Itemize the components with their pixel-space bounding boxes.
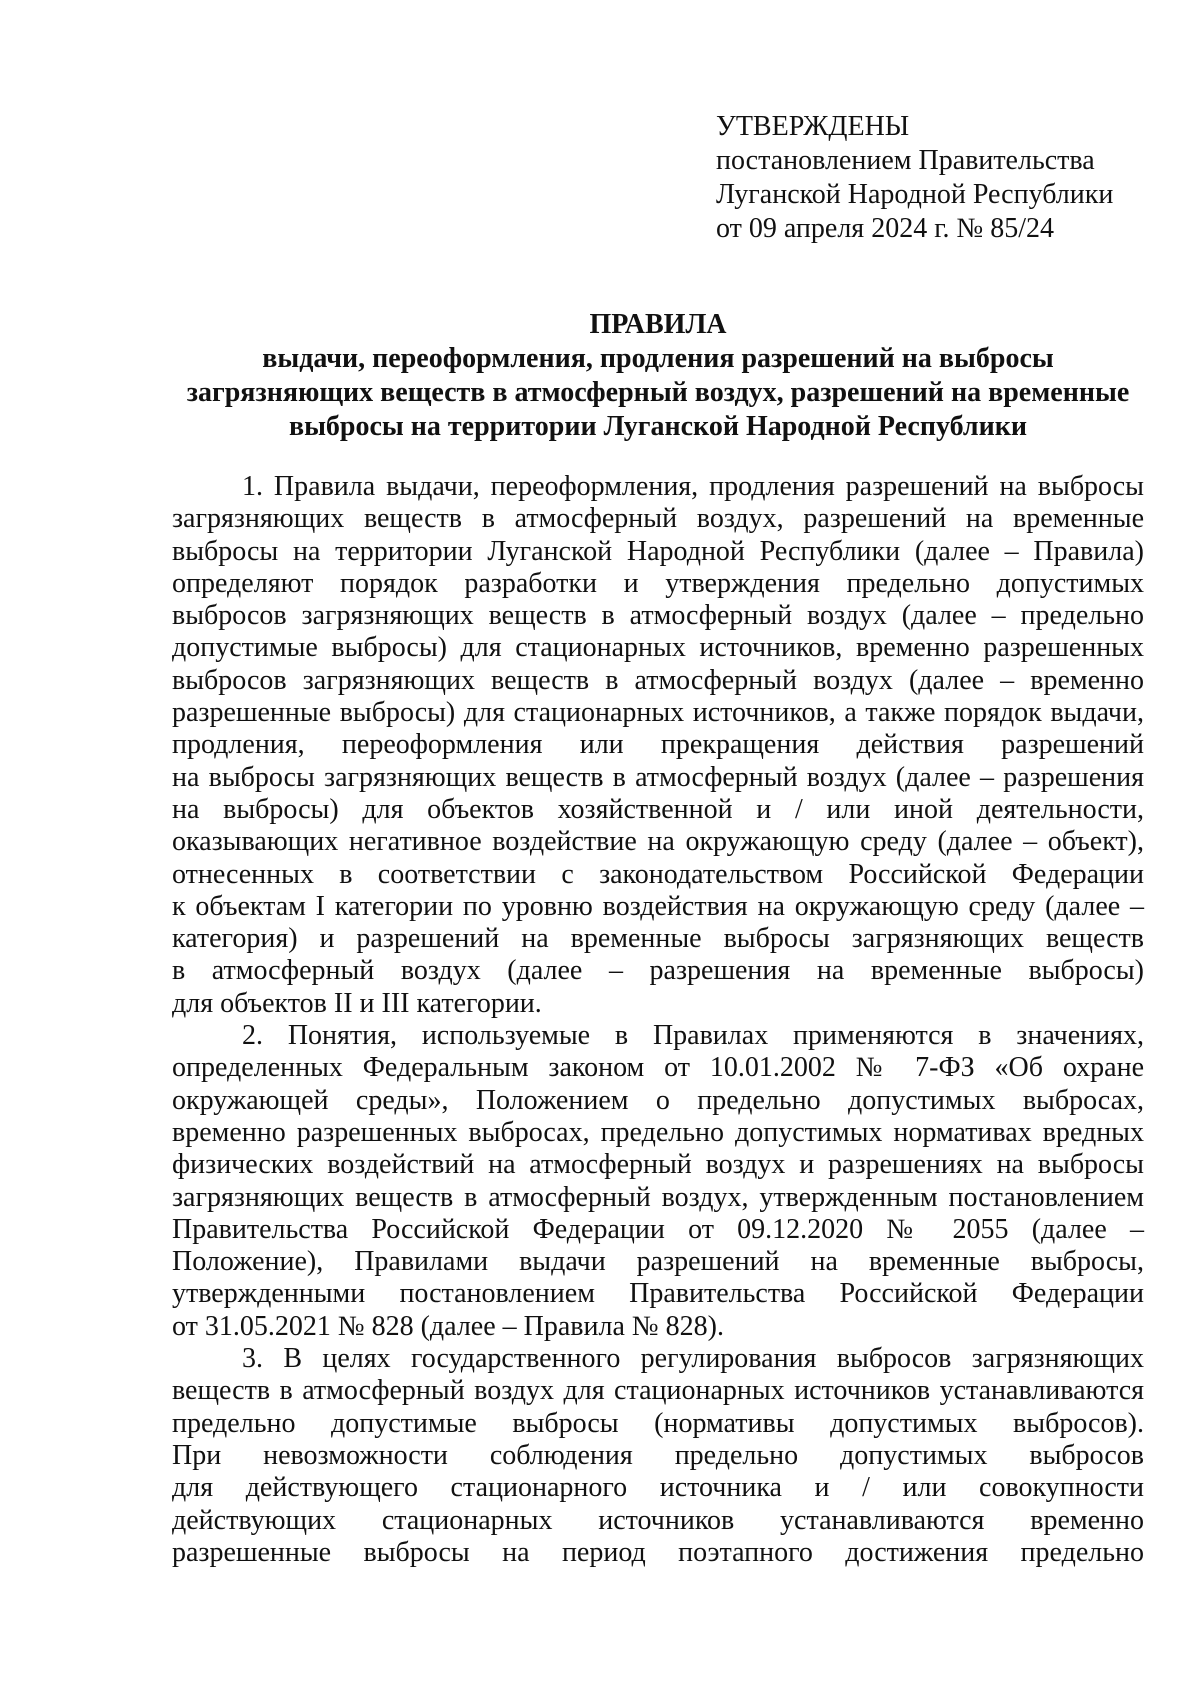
document-title — [172, 308, 1144, 444]
text-line: выбросов загрязняющих веществ в атмосферный воздух (далее – временно — [172, 664, 1144, 696]
text-line: физических воздействий на атмосферный воздух и разрешениях на выбросы — [172, 1149, 1144, 1181]
text-line: загрязняющих веществ в атмосферный воздух, разрешений на временные — [172, 503, 1144, 535]
approval-line: постановлением Правительства — [716, 145, 1095, 176]
text-line: для действующего стационарного источника и / или совокупности — [172, 1472, 1144, 1504]
text-line: определенных Федеральным законом от 10.01.2002 № 7-ФЗ «Об охране — [172, 1052, 1144, 1084]
text-line: разрешенные выбросы) для стационарных источников, а также порядок выдачи, — [172, 697, 1144, 729]
text-line: разрешенные выбросы на период поэтапного достижения предельно — [172, 1536, 1144, 1568]
text-line: категория) и разрешений на временные выбросы загрязняющих веществ — [172, 923, 1144, 955]
approval-line: Луганской Народной Республики — [716, 179, 1114, 210]
title-main: ПРАВИЛА — [589, 309, 727, 340]
text-line: Правительства Российской Федерации от 09.12.2020 № 2055 (далее – — [172, 1213, 1144, 1245]
text-line: отнесенных в соответствии с законодательством Российской Федерации — [172, 858, 1144, 890]
text-line: для объектов II и III категории. — [172, 987, 542, 1019]
paragraph-1 — [172, 471, 1144, 1020]
text-line: утвержденными постановлением Правительства Российской Федерации — [172, 1278, 1144, 1310]
document-body — [172, 471, 1144, 1569]
approval-heading: УТВЕРЖДЕНЫ — [716, 111, 910, 142]
text-line: в атмосферный воздух (далее – разрешения на временные выбросы) — [172, 955, 1144, 987]
text-line: к объектам I категории по уровню воздействия на окружающую среду (далее – — [172, 890, 1144, 922]
title-subtitle-line: выдачи, переоформления, продления разрешений на выбросы — [262, 343, 1054, 374]
text-line: от 31.05.2021 № 828 (далее – Правила № 828). — [172, 1310, 724, 1342]
text-line: продления, переоформления или прекращения действия разрешений — [172, 729, 1144, 761]
text-line: При невозможности соблюдения предельно допустимых выбросов — [172, 1439, 1144, 1471]
approval-stamp — [716, 110, 1156, 246]
text-line: Положение), Правилами выдачи разрешений на временные выбросы, — [172, 1246, 1144, 1278]
text-line: веществ в атмосферный воздух для стационарных источников устанавливаются — [172, 1375, 1144, 1407]
text-line: выбросы на территории Луганской Народной Республики (далее – Правила) — [172, 535, 1144, 567]
text-line: окружающей среды», Положением о предельно допустимых выбросах, — [172, 1084, 1144, 1116]
text-line: временно разрешенных выбросах, предельно допустимых нормативах вредных — [172, 1116, 1144, 1148]
paragraph-2 — [172, 1020, 1144, 1343]
title-subtitle-line: загрязняющих веществ в атмосферный воздух, разрешений на временные — [186, 377, 1130, 408]
text-line: на выбросы) для объектов хозяйственной и / или иной деятельности, — [172, 793, 1144, 825]
text-line: предельно допустимые выбросы (нормативы допустимых выбросов). — [172, 1407, 1144, 1439]
text-line: допустимые выбросы) для стационарных источников, временно разрешенных — [172, 632, 1144, 664]
text-line: 2. Понятия, используемые в Правилах применяются в значениях, — [242, 1020, 1144, 1052]
paragraph-3 — [172, 1343, 1144, 1569]
text-line: оказывающих негативное воздействие на окружающую среду (далее – объект), — [172, 826, 1144, 858]
text-line: определяют порядок разработки и утверждения предельно допустимых — [172, 567, 1144, 599]
title-subtitle-line: выбросы на территории Луганской Народной Республики — [288, 411, 1028, 442]
text-line: загрязняющих веществ в атмосферный воздух, утвержденным постановлением — [172, 1181, 1144, 1213]
text-line: 1. Правила выдачи, переоформления, продления разрешений на выбросы — [242, 471, 1144, 502]
text-line: 3. В целях государственного регулирования выбросов загрязняющих — [242, 1343, 1144, 1375]
text-line: выбросов загрязняющих веществ в атмосферный воздух (далее – предельно — [172, 600, 1144, 632]
approval-date-number: от 09 апреля 2024 г. № 85/24 — [716, 213, 1055, 244]
text-line: действующих стационарных источников устанавливаются временно — [172, 1504, 1144, 1536]
text-line: на выбросы загрязняющих веществ в атмосферный воздух (далее – разрешения — [172, 761, 1144, 793]
